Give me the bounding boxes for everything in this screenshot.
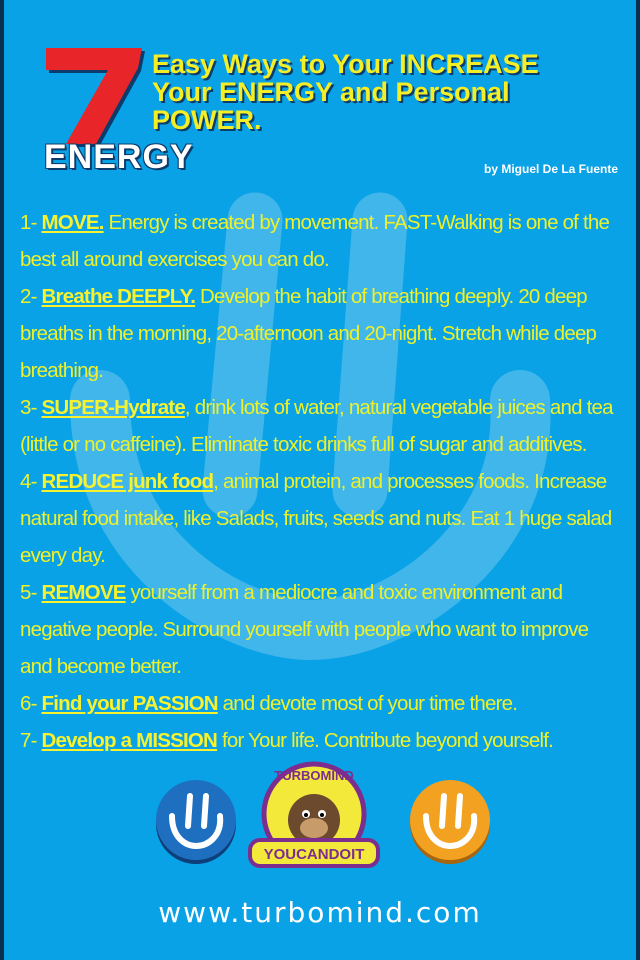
item-keyword: REMOVE: [41, 581, 126, 604]
turbomind-badge-logo: [240, 758, 388, 888]
item-keyword: REDUCE junk food: [41, 470, 214, 493]
headline-line-2: Your ENERGY and Personal: [152, 77, 510, 107]
item-keyword: Breathe DEEPLY.: [41, 285, 196, 308]
item-number: 7-: [20, 729, 42, 752]
headline-line-1: Easy Ways to Your INCREASE: [152, 49, 539, 79]
list-item: [20, 389, 622, 463]
item-number: 6-: [20, 692, 42, 715]
list-item: [20, 574, 622, 685]
list-item: [20, 722, 622, 759]
item-text: yourself from a mediocre and toxic environment and negative people. Surround yourself with people who want to improve and become better.: [20, 581, 589, 678]
item-text: Develop the habit of breathing deeply. 20 deep breaths in the morning, 20-afternoon and 20-night. Stretch while deep breathing.: [20, 285, 597, 382]
badge-bottom-text: YOUCANDOIT: [263, 846, 365, 863]
item-keyword: MOVE.: [41, 211, 104, 234]
item-number: 3-: [20, 396, 42, 419]
list-item: [20, 204, 622, 278]
item-number: 5-: [20, 581, 42, 604]
orange-smiley-icon: [406, 776, 494, 864]
item-number: 4-: [20, 470, 42, 493]
item-keyword: Develop a MISSION: [41, 729, 218, 752]
item-text: , animal protein, and processes foods. Increase natural food intake, like Salads, fruits, seeds and nuts. Eat 1 huge salad every day.: [20, 470, 612, 567]
blue-smiley-icon: [152, 776, 240, 864]
item-number: 1-: [20, 211, 42, 234]
list-item: [20, 685, 622, 722]
item-text: , drink lots of water, natural vegetable juices and tea (little or no caffeine). Eliminate toxic drinks full of sugar and additives.: [20, 396, 613, 456]
frame-border-right: [636, 0, 640, 960]
frame-border-left: [0, 0, 4, 960]
item-text: for Your life. Contribute beyond yourself.: [217, 729, 554, 752]
item-number: 2-: [20, 285, 42, 308]
headline-line-3: POWER.: [152, 105, 262, 135]
item-keyword: SUPER-Hydrate: [41, 396, 185, 419]
big-seven-graphic: [38, 40, 148, 150]
tips-list: [20, 204, 622, 759]
item-text: and devote most of your time there.: [217, 692, 518, 715]
list-item: [20, 463, 622, 574]
website-url[interactable]: www.turbomind.com: [158, 896, 482, 929]
item-keyword: Find your PASSION: [41, 692, 218, 715]
list-item: [20, 278, 622, 389]
author-byline: by Miguel De La Fuente: [483, 162, 618, 176]
energy-word: ENERGY: [44, 138, 194, 176]
page-title: [152, 50, 632, 134]
item-text: Energy is created by movement. FAST-Walking is one of the best all around exercises you can do.: [20, 211, 610, 271]
badge-top-text: TURBOMIND: [274, 768, 354, 783]
